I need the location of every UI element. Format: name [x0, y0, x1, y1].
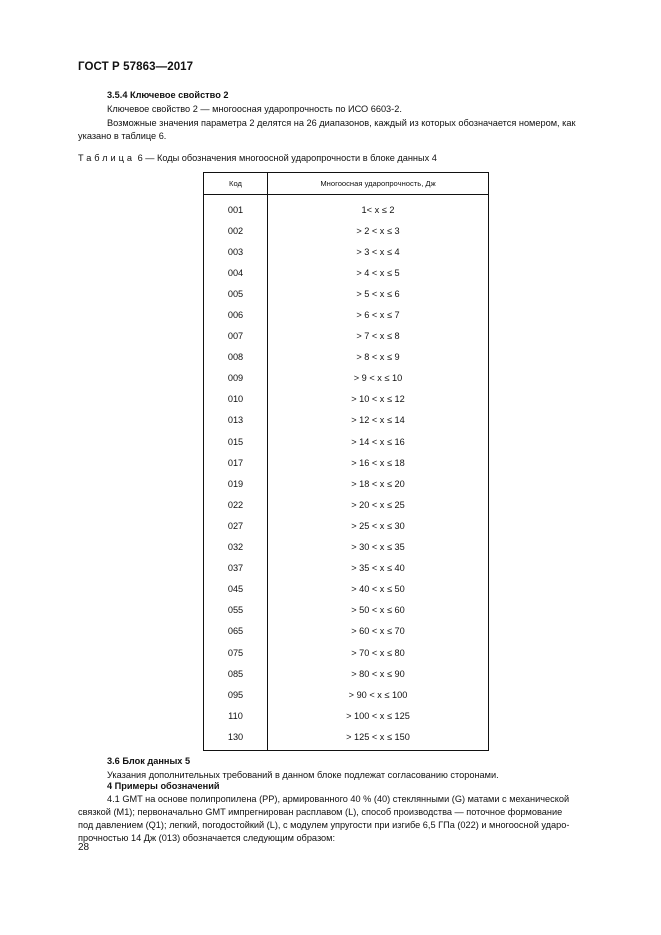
table-row — [204, 642, 489, 663]
table-6-caption — [78, 153, 437, 163]
cell-impact-range: > 12 < x ≤ 14 — [268, 410, 489, 431]
cell-code: 010 — [204, 389, 268, 410]
cell-code: 037 — [204, 558, 268, 579]
section-4-title: 4 Примеры обозначений — [107, 781, 220, 791]
table-row — [204, 195, 489, 221]
cell-impact-range: > 50 < x ≤ 60 — [268, 600, 489, 621]
table-row — [204, 515, 489, 536]
cell-code: 110 — [204, 705, 268, 726]
cell-code: 008 — [204, 347, 268, 368]
table-row — [204, 473, 489, 494]
table-row — [204, 326, 489, 347]
cell-code: 004 — [204, 262, 268, 283]
table-row — [204, 663, 489, 684]
table-row — [204, 726, 489, 751]
cell-code: 005 — [204, 283, 268, 304]
cell-impact-range: > 20 < x ≤ 25 — [268, 494, 489, 515]
section-3-5-4-line2b: указано в таблице 6. — [78, 131, 167, 141]
table-row — [204, 410, 489, 431]
section-4-line2: связкой (M1); первоначально GMT импрегнирован расплавом (L), способ производства — поточное формование — [78, 807, 563, 817]
section-3-6-text: Указания дополнительных требований в данном блоке подлежат согласованию сторонами. — [107, 770, 499, 780]
table-row — [204, 283, 489, 304]
table-row — [204, 220, 489, 241]
table-6-caption-prefix: Таблица — [78, 153, 136, 163]
cell-code: 006 — [204, 304, 268, 325]
table-row — [204, 368, 489, 389]
cell-code: 003 — [204, 241, 268, 262]
table-row — [204, 494, 489, 515]
section-3-6-title: 3.6 Блок данных 5 — [107, 756, 191, 766]
cell-impact-range: > 70 < x ≤ 80 — [268, 642, 489, 663]
cell-code: 095 — [204, 684, 268, 705]
cell-code: 007 — [204, 326, 268, 347]
cell-code: 085 — [204, 663, 268, 684]
cell-impact-range: > 2 < x ≤ 3 — [268, 220, 489, 241]
column-header-impact: Многоосная ударопрочность, Дж — [268, 173, 489, 195]
cell-code: 017 — [204, 452, 268, 473]
table-row — [204, 452, 489, 473]
cell-impact-range: > 8 < x ≤ 9 — [268, 347, 489, 368]
section-4-line4: прочностью 14 Дж (013) обозначается следующим образом: — [78, 833, 336, 843]
section-3-5-4-line2a: Возможные значения параметра 2 делятся на 26 диапазонов, каждый из которых обозначается номером, как — [107, 118, 576, 128]
table-row — [204, 600, 489, 621]
table-row — [204, 621, 489, 642]
document-code-header: ГОСТ Р 57863—2017 — [78, 61, 194, 73]
cell-code: 002 — [204, 220, 268, 241]
cell-impact-range: > 14 < x ≤ 16 — [268, 431, 489, 452]
cell-code: 045 — [204, 579, 268, 600]
table-row — [204, 558, 489, 579]
table-row — [204, 304, 489, 325]
cell-impact-range: > 90 < x ≤ 100 — [268, 684, 489, 705]
section-4-line1: 4.1 GMT на основе полипропилена (PP), армированного 40 % (40) стеклянными (G) матами с механической — [107, 794, 570, 804]
table-row — [204, 684, 489, 705]
cell-impact-range: > 100 < x ≤ 125 — [268, 705, 489, 726]
cell-impact-range: > 30 < x ≤ 35 — [268, 537, 489, 558]
table-row — [204, 389, 489, 410]
cell-impact-range: > 35 < x ≤ 40 — [268, 558, 489, 579]
cell-impact-range: > 6 < x ≤ 7 — [268, 304, 489, 325]
section-3-5-4-title: 3.5.4 Ключевое свойство 2 — [107, 90, 229, 100]
cell-impact-range: > 3 < x ≤ 4 — [268, 241, 489, 262]
cell-impact-range: > 18 < x ≤ 20 — [268, 473, 489, 494]
section-3-5-4-line1: Ключевое свойство 2 — многоосная ударопрочность по ИСО 6603-2. — [107, 104, 402, 114]
cell-impact-range: > 60 < x ≤ 70 — [268, 621, 489, 642]
cell-impact-range: > 25 < x ≤ 30 — [268, 515, 489, 536]
table-row — [204, 347, 489, 368]
cell-impact-range: > 125 < x ≤ 150 — [268, 726, 489, 751]
section-4-line3: под давлением (Q1); легкий, погодостойкий (L), с модулем упругости при изгибе 6,5 ГПа (022) и многоосной ударо- — [78, 820, 570, 830]
impact-codes-table — [203, 172, 489, 751]
table-row — [204, 262, 489, 283]
cell-impact-range: > 7 < x ≤ 8 — [268, 326, 489, 347]
page-number: 28 — [78, 842, 90, 853]
table-row — [204, 579, 489, 600]
cell-impact-range: > 10 < x ≤ 12 — [268, 389, 489, 410]
table-row — [204, 537, 489, 558]
cell-impact-range: > 4 < x ≤ 5 — [268, 262, 489, 283]
cell-code: 032 — [204, 537, 268, 558]
column-header-code: Код — [204, 173, 268, 195]
cell-code: 001 — [204, 195, 268, 221]
cell-impact-range: > 80 < x ≤ 90 — [268, 663, 489, 684]
table-row — [204, 241, 489, 262]
cell-impact-range: > 9 < x ≤ 10 — [268, 368, 489, 389]
cell-code: 009 — [204, 368, 268, 389]
table-row — [204, 705, 489, 726]
cell-impact-range: 1< x ≤ 2 — [268, 195, 489, 221]
table-6-caption-text: 6 — Коды обозначения многоосной ударопрочности в блоке данных 4 — [135, 153, 437, 163]
cell-impact-range: > 5 < x ≤ 6 — [268, 283, 489, 304]
cell-impact-range: > 16 < x ≤ 18 — [268, 452, 489, 473]
cell-impact-range: > 40 < x ≤ 50 — [268, 579, 489, 600]
cell-code: 019 — [204, 473, 268, 494]
cell-code: 013 — [204, 410, 268, 431]
cell-code: 027 — [204, 515, 268, 536]
cell-code: 015 — [204, 431, 268, 452]
cell-code: 065 — [204, 621, 268, 642]
cell-code: 022 — [204, 494, 268, 515]
table-row — [204, 431, 489, 452]
cell-code: 130 — [204, 726, 268, 751]
cell-code: 055 — [204, 600, 268, 621]
cell-code: 075 — [204, 642, 268, 663]
impact-codes-table-body — [204, 195, 489, 751]
